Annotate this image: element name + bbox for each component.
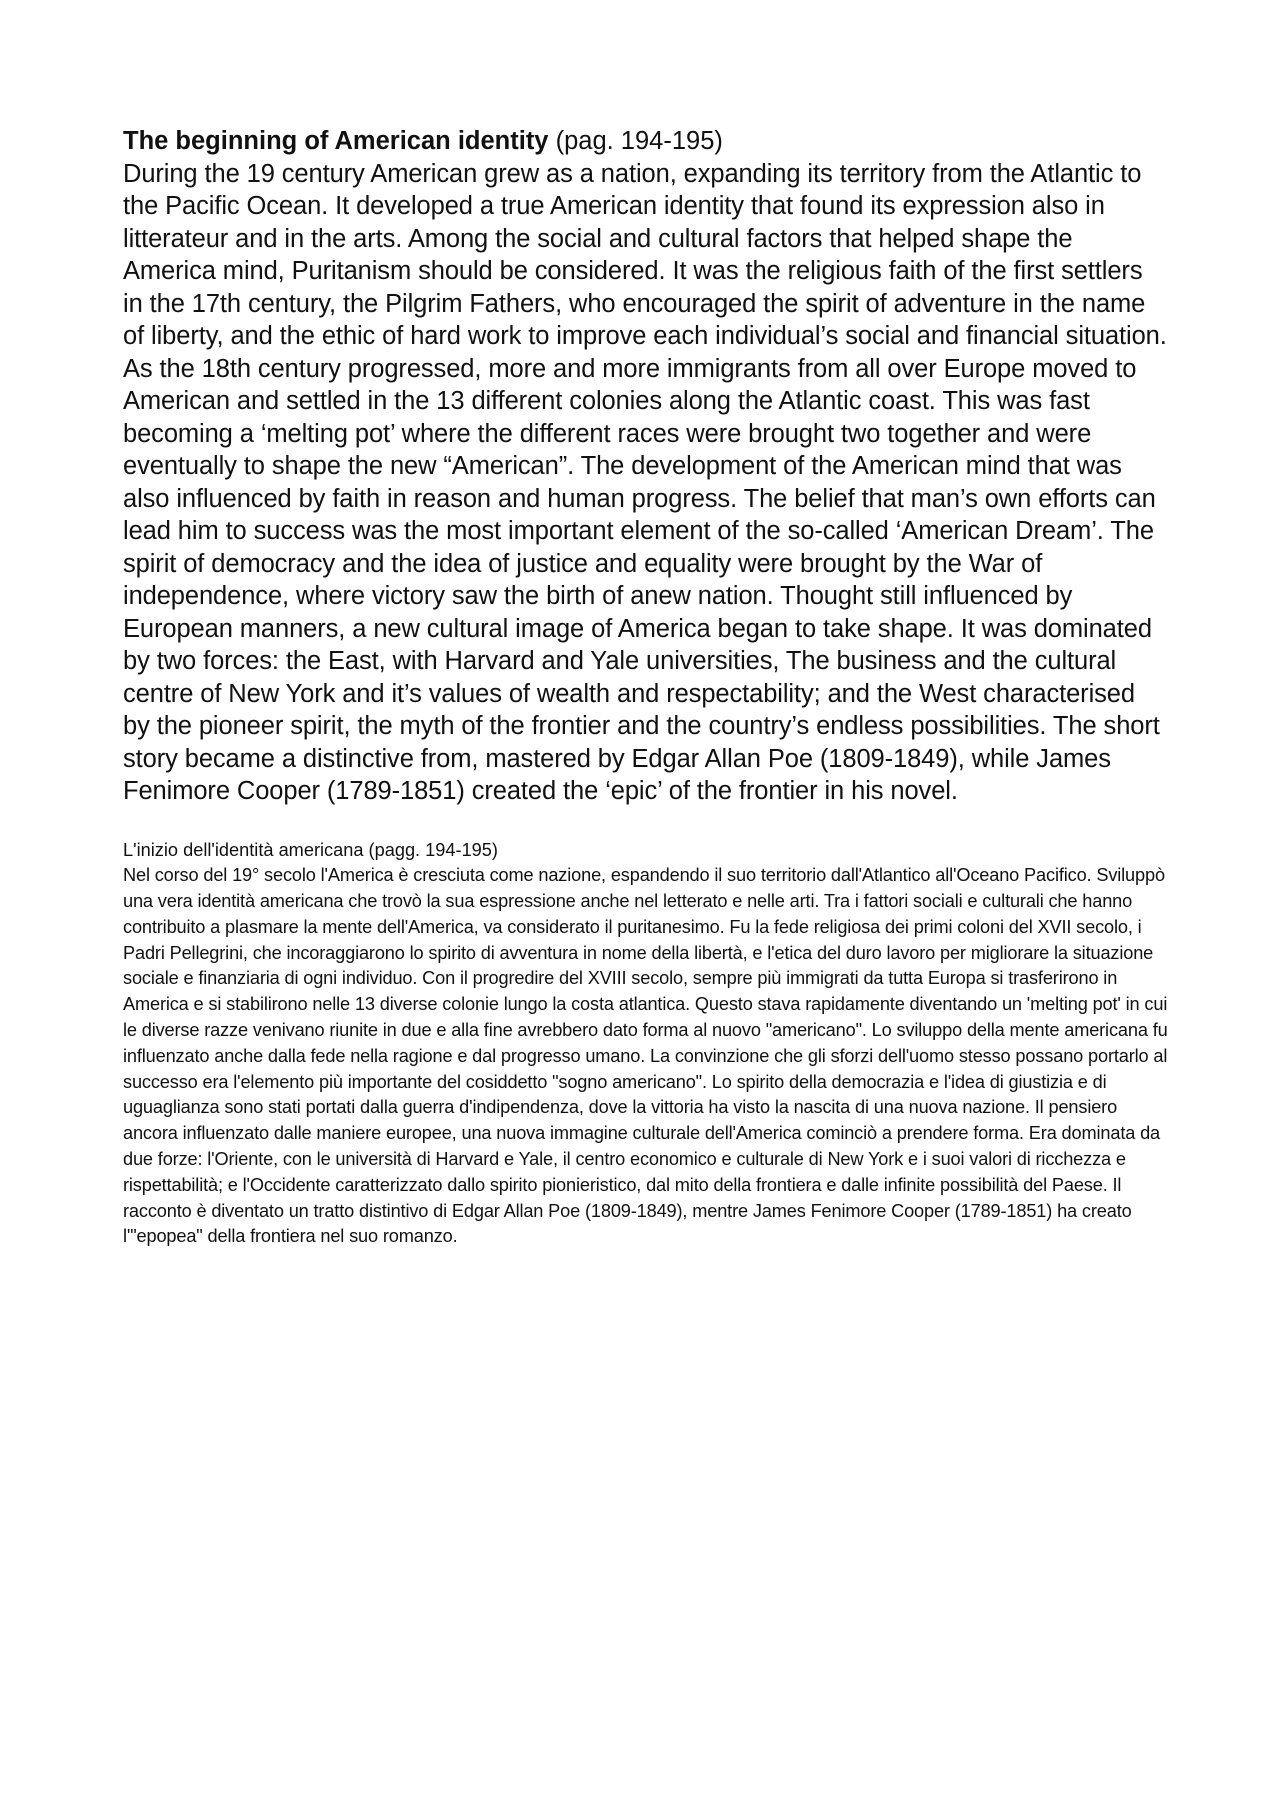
english-title: The beginning of American identity xyxy=(123,127,549,155)
italian-title: L'inizio dell'identità americana (pagg. 194-195) xyxy=(123,839,498,860)
english-section xyxy=(123,125,1168,808)
italian-section xyxy=(123,838,1168,1251)
english-heading xyxy=(123,125,1168,158)
document-page xyxy=(123,125,1168,1250)
english-paragraph: During the 19 century American grew as a nation, expanding its territory from the Atlantic to the Pacific Ocean. It developed a true American identity that found its expression also in litterateur and in the arts. Among the social and cultural factors that helped shape the America mind, Puritanism should be considered. It was the religious faith of the first settlers in the 17th century, the Pilgrim Fathers, who encouraged the spirit of adventure in the name of liberty, and the ethic of hard work to improve each individual’s social and financial situation. As the 18th century progressed, more and more immigrants from all over Europe moved to American and settled in the 13 different colonies along the Atlantic coast. This was fast becoming a ‘melting pot’ where the different races were brought two together and were eventually to shape the new “American”. The development of the American mind that was also influenced by faith in reason and human progress. The belief that man’s own efforts can lead him to success was the most important element of the so-called ‘American Dream’. The spirit of democracy and the idea of justice and equality were brought by the War of independence, where victory saw the birth of anew nation. Thought still influenced by European manners, a new cultural image of America began to take shape. It was dominated by two forces: the East, with Harvard and Yale universities, The business and the cultural centre of New York and it’s values of wealth and respectability; and the West characterised by the pioneer spirit, the myth of the frontier and the country’s endless possibilities. The short story became a distinctive from, mastered by Edgar Allan Poe (1809-1849), while James Fenimore Cooper (1789-1851) created the ‘epic’ of the frontier in his novel. xyxy=(123,159,1167,805)
english-page-reference: (pag. 194-195) xyxy=(555,127,723,155)
italian-paragraph: Nel corso del 19° secolo l'America è cresciuta come nazione, espandendo il suo territorio dall'Atlantico all'Oceano Pacifico. Sviluppò una vera identità americana che trovò la sua espressione anche nel letterato e nelle arti. Tra i fattori sociali e culturali che hanno contribuito a plasmare la mente dell'America, va considerato il puritanesimo. Fu la fede religiosa dei primi coloni del XVII secolo, i Padri Pellegrini, che incoraggiarono lo spirito di avventura in nome della libertà, e l'etica del duro lavoro per migliorare la situazione sociale e finanziaria di ogni individuo. Con il progredire del XVIII secolo, sempre più immigrati da tutta Europa si trasferirono in America e si stabilirono nelle 13 diverse colonie lungo la costa atlantica. Questo stava rapidamente diventando un 'melting pot' in cui le diverse razze venivano riunite in due e alla fine avrebbero dato forma al nuovo "americano". Lo sviluppo della mente americana fu influenzato anche dalla fede nella ragione e dal progresso umano. La convinzione che gli sforzi dell'uomo stesso possano portarlo al successo era l'elemento più importante del cosiddetto "sogno americano". Lo spirito della democrazia e l'idea di giustizia e di uguaglianza sono stati portati dalla guerra d'indipendenza, dove la vittoria ha visto la nascita di una nuova nazione. Il pensiero ancora influenzato dalle maniere europee, una nuova immagine culturale dell'America cominciò a prendere forma. Era dominata da due forze: l'Oriente, con le università di Harvard e Yale, il centro economico e culturale di New York e i suoi valori di ricchezza e rispettabilità; e l'Occidente caratterizzato dallo spirito pionieristico, dal mito della frontiera e dalle infinite possibilità del Paese. Il racconto è diventato un tratto distintivo di Edgar Allan Poe (1809-1849), mentre James Fenimore Cooper (1789-1851) ha creato l'"epopea" della frontiera nel suo romanzo. xyxy=(123,865,1168,1247)
